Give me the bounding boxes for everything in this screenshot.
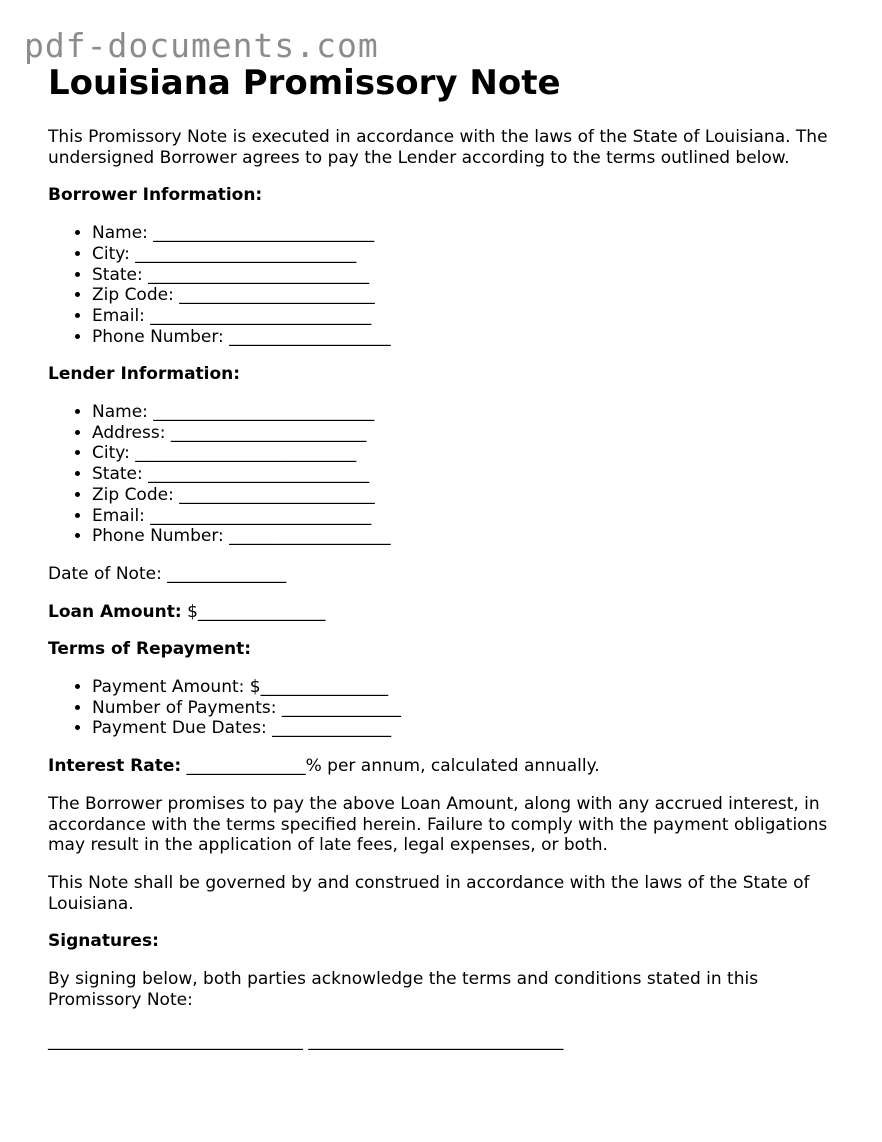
signature-line-2: ______________________________ <box>308 1030 564 1051</box>
lender-phone-field: • Phone Number: ___________________ <box>92 526 848 547</box>
borrower-email-field: • Email: __________________________ <box>92 306 848 327</box>
repayment-heading: Terms of Repayment: <box>48 639 252 660</box>
document-body <box>48 127 848 1051</box>
lender-email-field: • Email: __________________________ <box>92 506 848 527</box>
signature-lines <box>48 1031 848 1052</box>
borrower-list <box>48 223 848 347</box>
document-title: Louisiana Promissory Note <box>48 63 561 103</box>
lender-zip-field: • Zip Code: _______________________ <box>92 485 848 506</box>
interest-rate-value: ______________% per annum, calculated annually. <box>181 756 600 777</box>
lender-heading: Lender Information: <box>48 364 241 385</box>
date-of-note: Date of Note: ______________ <box>48 563 287 584</box>
borrower-state-field: • State: __________________________ <box>92 265 848 286</box>
number-of-payments-field: • Number of Payments: ______________ <box>92 698 848 719</box>
borrower-heading: Borrower Information: <box>48 185 263 206</box>
signatures-heading: Signatures: <box>48 931 159 952</box>
lender-address-field: • Address: _______________________ <box>92 423 848 444</box>
loan-amount-value: $_______________ <box>181 601 326 622</box>
loan-amount-label: Loan Amount: <box>48 601 182 622</box>
borrower-name-field: • Name: __________________________ <box>92 223 848 244</box>
interest-rate <box>48 756 848 777</box>
interest-rate-label: Interest Rate: <box>48 756 182 777</box>
loan-amount <box>48 602 848 623</box>
repayment-list <box>48 677 848 739</box>
signatures-paragraph: By signing below, both parties acknowledge the terms and conditions stated in this Promissory Note: <box>48 969 759 1010</box>
borrower-city-field: • City: __________________________ <box>92 244 848 265</box>
watermark: pdf-documents.com <box>24 26 379 65</box>
borrower-zip-field: • Zip Code: _______________________ <box>92 285 848 306</box>
payment-due-dates-field: • Payment Due Dates: ______________ <box>92 718 848 739</box>
borrower-phone-field: • Phone Number: ___________________ <box>92 327 848 348</box>
signature-line-1: ______________________________ <box>48 1030 303 1051</box>
payment-amount-field: • Payment Amount: $_______________ <box>92 677 848 698</box>
lender-state-field: • State: __________________________ <box>92 464 848 485</box>
governing-law-paragraph: This Note shall be governed by and construed in accordance with the laws of the State of Louisiana. <box>48 872 810 914</box>
promise-paragraph: The Borrower promises to pay the above Loan Amount, along with any accrued interest, in accordance with the terms specified herein. Failure to comply with the payment obligations may result in the application of late fees, legal expenses, or both. <box>48 793 828 856</box>
lender-list <box>48 402 848 547</box>
lender-city-field: • City: __________________________ <box>92 443 848 464</box>
intro-paragraph: This Promissory Note is executed in accordance with the laws of the State of Louisiana. The undersigned Borrower agrees to pay the Lender according to the terms outlined below. <box>48 127 828 168</box>
lender-name-field: • Name: __________________________ <box>92 402 848 423</box>
